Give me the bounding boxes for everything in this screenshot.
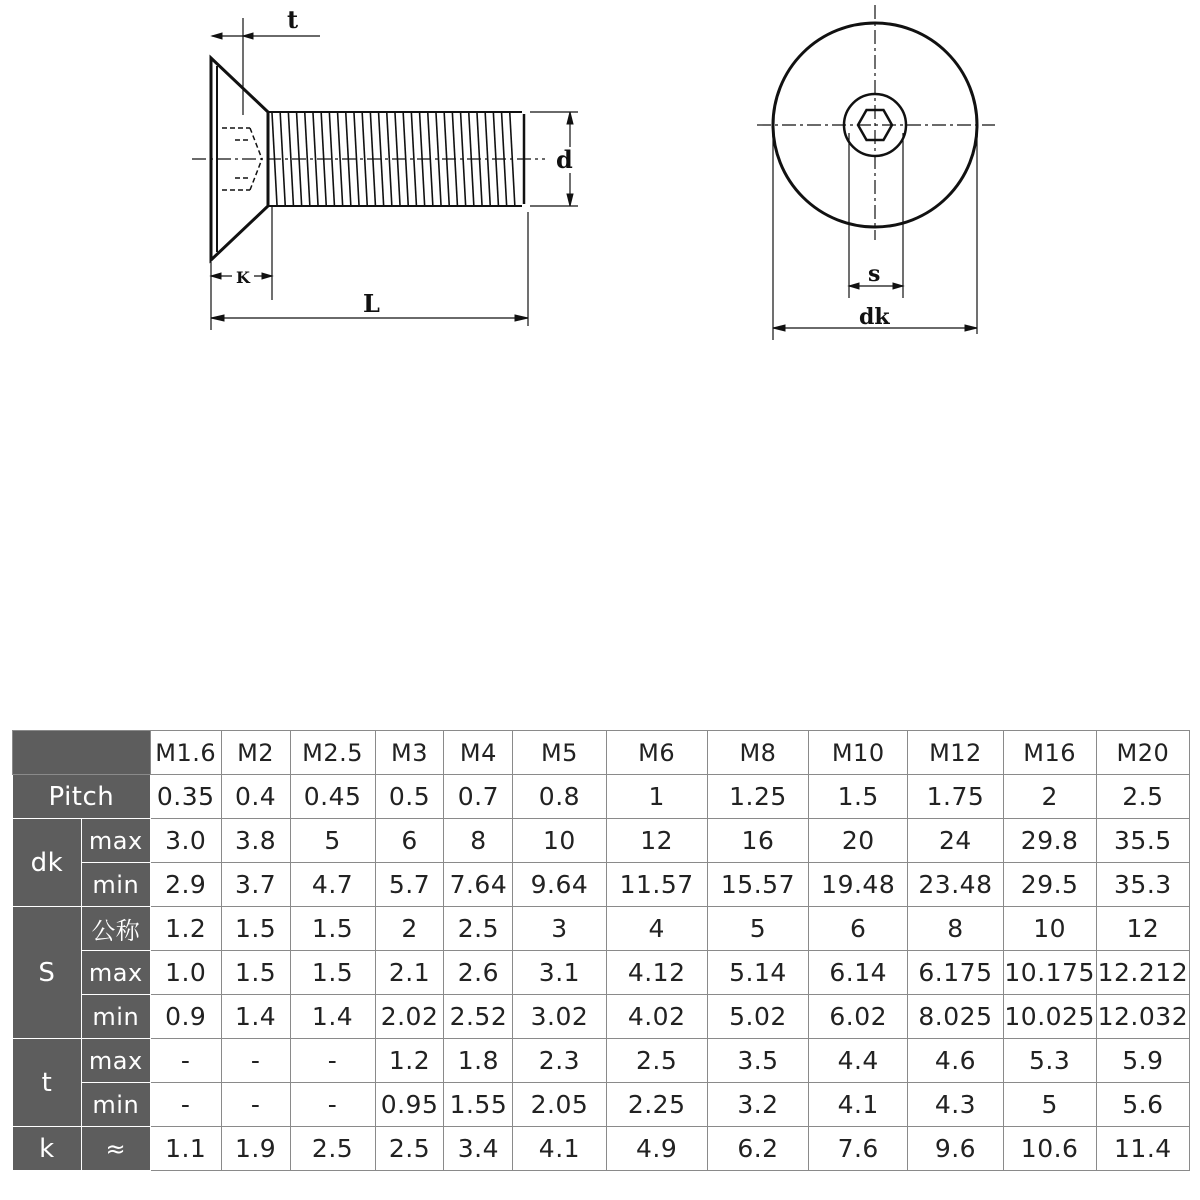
sub-label: min [81,863,150,907]
table-cell: 1.55 [444,1083,513,1127]
table-cell: 4.6 [908,1039,1003,1083]
table-cell: 10 [1003,907,1096,951]
corner-cell [13,731,151,775]
label-d: d [556,145,573,174]
group-label: t [13,1039,82,1127]
table-cell: 1.75 [908,775,1003,819]
table-cell: 35.5 [1096,819,1189,863]
table-cell: 5.6 [1096,1083,1189,1127]
table-cell: 1.5 [221,951,290,995]
table-cell: 5.02 [707,995,808,1039]
table-cell: 2.3 [513,1039,606,1083]
sub-label: max [81,1039,150,1083]
table-cell: 1.25 [707,775,808,819]
size-header: M3 [375,731,444,775]
table-row [13,1127,1190,1171]
table-cell: 1.2 [375,1039,444,1083]
table-cell: 0.35 [150,775,221,819]
size-header: M6 [606,731,707,775]
table-cell: 12 [1096,907,1189,951]
table-cell: 2.6 [444,951,513,995]
table-cell: 2.25 [606,1083,707,1127]
table-cell: 4.12 [606,951,707,995]
table-cell: 4.9 [606,1127,707,1171]
table-cell: 20 [809,819,908,863]
table-cell: - [290,1083,375,1127]
table-cell: 4.1 [809,1083,908,1127]
table-cell: - [150,1083,221,1127]
header-row [13,731,1190,775]
table-cell: 3.02 [513,995,606,1039]
table-cell: 2.02 [375,995,444,1039]
table-cell: 19.48 [809,863,908,907]
table-cell: 8.025 [908,995,1003,1039]
table-cell: 2 [1003,775,1096,819]
table-cell: 0.95 [375,1083,444,1127]
size-header: M20 [1096,731,1189,775]
table-cell: 11.4 [1096,1127,1189,1171]
table-cell: 9.6 [908,1127,1003,1171]
table-cell: 0.45 [290,775,375,819]
table-cell: 5.7 [375,863,444,907]
size-header: M2 [221,731,290,775]
group-label: k [13,1127,82,1171]
table-row [13,995,1190,1039]
table-row [13,951,1190,995]
table-cell: 5.14 [707,951,808,995]
table-cell: 23.48 [908,863,1003,907]
table-cell: 3.4 [444,1127,513,1171]
table-row [13,1039,1190,1083]
table-cell: 1.5 [809,775,908,819]
size-header: M12 [908,731,1003,775]
table-cell: 11.57 [606,863,707,907]
table-row [13,775,1190,819]
table-cell: 15.57 [707,863,808,907]
table-cell: 5 [1003,1083,1096,1127]
table-cell: - [290,1039,375,1083]
table-cell: 1.5 [290,951,375,995]
size-header: M4 [444,731,513,775]
table-cell: 1.4 [221,995,290,1039]
sub-label: min [81,1083,150,1127]
table-cell: 1.5 [290,907,375,951]
table-cell: 29.8 [1003,819,1096,863]
table-cell: 12.212 [1096,951,1189,995]
table-cell: 2.5 [444,907,513,951]
group-label: dk [13,819,82,907]
table-cell: 29.5 [1003,863,1096,907]
sub-label: ≈ [81,1127,150,1171]
table-row [13,1083,1190,1127]
table-cell: 5 [290,819,375,863]
table-cell: 0.4 [221,775,290,819]
table-cell: 7.6 [809,1127,908,1171]
table-cell: 5 [707,907,808,951]
sub-label: min [81,995,150,1039]
table-cell: 6.175 [908,951,1003,995]
table-cell: 1.1 [150,1127,221,1171]
table-cell: 4.7 [290,863,375,907]
table-cell: 1.2 [150,907,221,951]
table-cell: 16 [707,819,808,863]
table-cell: 10.6 [1003,1127,1096,1171]
table-cell: 0.5 [375,775,444,819]
size-header: M2.5 [290,731,375,775]
size-header: M5 [513,731,606,775]
table-cell: 2.5 [1096,775,1189,819]
size-header: M8 [707,731,808,775]
top-view-labels [859,261,890,330]
table-cell: 2.5 [606,1039,707,1083]
table-cell: 1.0 [150,951,221,995]
table-cell: 1.8 [444,1039,513,1083]
sub-label: max [81,951,150,995]
table-row [13,907,1190,951]
table-cell: 2.05 [513,1083,606,1127]
size-header: M16 [1003,731,1096,775]
table-cell: 10 [513,819,606,863]
sub-label: 公称 [81,907,150,951]
table-cell: 12.032 [1096,995,1189,1039]
table-cell: 3.7 [221,863,290,907]
table-cell: 2.9 [150,863,221,907]
table-cell: 6.02 [809,995,908,1039]
table-cell: 4.3 [908,1083,1003,1127]
table-cell: 3.0 [150,819,221,863]
table-row [13,819,1190,863]
row-label: Pitch [13,775,151,819]
table-cell: - [221,1039,290,1083]
label-dk: dk [859,304,890,330]
table-cell: 35.3 [1096,863,1189,907]
table-cell: 10.175 [1003,951,1096,995]
group-label: S [13,907,82,1039]
table-cell: 3.1 [513,951,606,995]
label-s: s [868,261,881,287]
table-cell: 6 [375,819,444,863]
screw-technical-drawing [0,0,1200,400]
table-cell: 2.52 [444,995,513,1039]
table-cell: 1.5 [221,907,290,951]
table-cell: 0.8 [513,775,606,819]
table-cell: 12 [606,819,707,863]
table-cell: 8 [444,819,513,863]
sub-label: max [81,819,150,863]
table-cell: 2.5 [290,1127,375,1171]
label-l: L [363,289,380,318]
table-cell: 6.2 [707,1127,808,1171]
table-cell: 5.9 [1096,1039,1189,1083]
table-cell: 5.3 [1003,1039,1096,1083]
top-view [757,5,995,340]
table-row [13,863,1190,907]
table-cell: 3.2 [707,1083,808,1127]
size-header: M10 [809,731,908,775]
table-cell: 6 [809,907,908,951]
table-cell: 4.4 [809,1039,908,1083]
table-cell: 4 [606,907,707,951]
table-cell: 3.8 [221,819,290,863]
table-cell: 1 [606,775,707,819]
dimension-table [12,730,1190,1171]
table-cell: 2.5 [375,1127,444,1171]
table-cell: 0.7 [444,775,513,819]
table-cell: 3 [513,907,606,951]
table-cell: 2.1 [375,951,444,995]
thread-line [338,113,343,205]
table-cell: 9.64 [513,863,606,907]
table-cell: 4.1 [513,1127,606,1171]
table-cell: 1.4 [290,995,375,1039]
table-cell: 1.9 [221,1127,290,1171]
label-t: t [287,5,299,34]
table-cell: 4.02 [606,995,707,1039]
table-cell: - [150,1039,221,1083]
table-cell: 10.025 [1003,995,1096,1039]
size-header: M1.6 [150,731,221,775]
table-cell: 7.64 [444,863,513,907]
table-cell: 0.9 [150,995,221,1039]
table-cell: 8 [908,907,1003,951]
label-k: K [236,268,250,287]
table-cell: 6.14 [809,951,908,995]
table-cell: 3.5 [707,1039,808,1083]
table-cell: 2 [375,907,444,951]
table-cell: 24 [908,819,1003,863]
table-cell: - [221,1083,290,1127]
